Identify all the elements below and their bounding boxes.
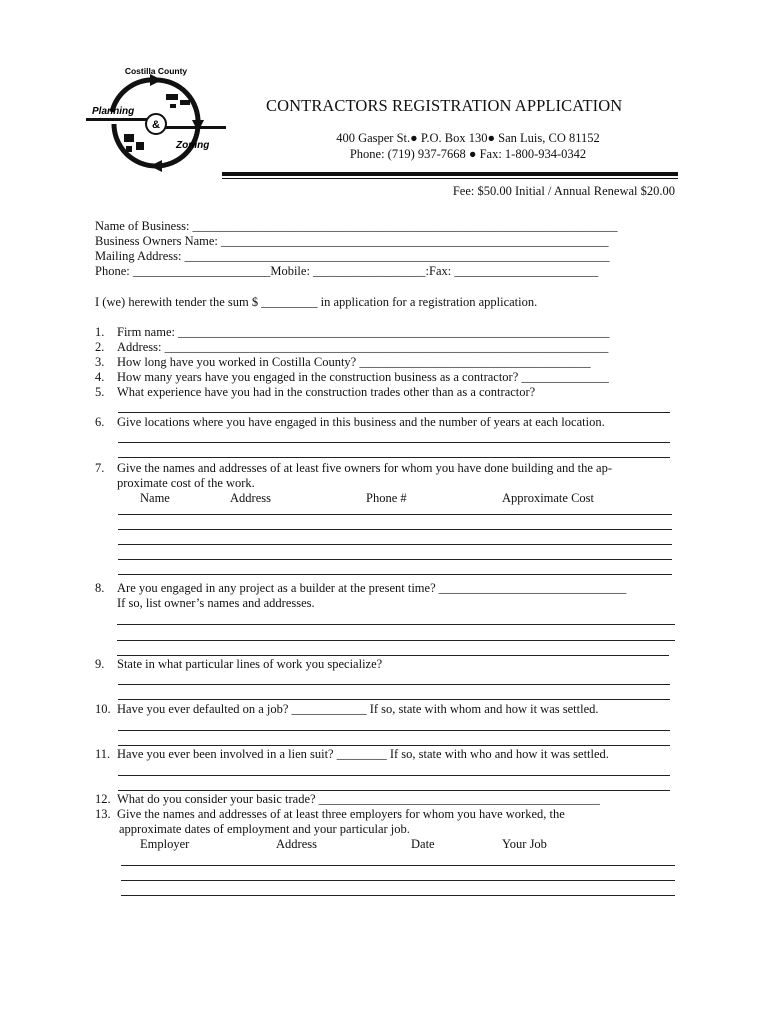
county-logo (80, 62, 230, 182)
answer-line[interactable] (118, 574, 672, 575)
question-text: How long have you worked in Costilla County? _____________________________________ (117, 355, 591, 369)
question-number: 12. (95, 792, 111, 806)
answer-line[interactable] (118, 684, 670, 685)
mailing-address-field[interactable]: Mailing Address: ____________________________________________________________________ (95, 249, 610, 263)
answer-line[interactable] (117, 640, 675, 641)
question-number: 9. (95, 657, 105, 671)
question-1[interactable] (95, 325, 609, 340)
answer-line[interactable] (117, 624, 675, 625)
owners-name-field[interactable]: Business Owners Name: ______________________________________________________________ (95, 234, 609, 248)
answer-line[interactable] (118, 775, 670, 776)
phone-mobile-fax-field[interactable]: Phone: ______________________Mobile: __________________:Fax: _______________________ (95, 264, 599, 278)
question-number: 4. (95, 370, 105, 384)
question-text: Are you engaged in any project as a builder at the present time? ______________________________ (117, 581, 627, 595)
answer-line[interactable] (118, 514, 672, 515)
column-header-address: Address (230, 491, 271, 505)
answer-line[interactable] (118, 412, 670, 413)
column-header-phone: Phone # (366, 491, 407, 505)
question-number: 8. (95, 581, 105, 595)
answer-line[interactable] (117, 655, 669, 656)
question-5 (95, 385, 535, 400)
question-6 (95, 415, 605, 430)
answer-line[interactable] (121, 880, 675, 881)
answer-line[interactable] (118, 529, 672, 530)
answer-line[interactable] (121, 895, 675, 896)
question-number: 6. (95, 415, 105, 429)
business-name-field[interactable]: Name of Business: ____________________________________________________________________ (95, 219, 618, 233)
question-text: Have you ever defaulted on a job? ____________ If so, state with whom and how it was settled. (117, 702, 599, 716)
answer-line[interactable] (118, 745, 670, 746)
question-number: 1. (95, 325, 105, 339)
question-9 (95, 657, 382, 672)
logo-county-text: Costilla County (124, 66, 188, 76)
column-header-date: Date (411, 837, 435, 851)
column-header-employer: Employer (140, 837, 190, 851)
question-13 (95, 807, 565, 822)
answer-line[interactable] (118, 544, 672, 545)
question-number: 10. (95, 702, 111, 716)
question-number: 11. (95, 747, 111, 761)
question-3[interactable] (95, 355, 591, 370)
column-header-name: Name (140, 491, 170, 505)
logo-buildings-icon (124, 134, 144, 152)
question-text: State in what particular lines of work you specialize? (117, 657, 383, 671)
column-header-cost: Approximate Cost (502, 491, 595, 505)
office-phone: Phone: (719) 937-7668 ● Fax: 1-800-934-0342 (349, 147, 587, 161)
answer-line[interactable] (118, 457, 670, 458)
question-number: 2. (95, 340, 105, 354)
question-13-continued: approximate dates of employment and your particular job. (119, 822, 410, 836)
question-7 (95, 461, 612, 476)
question-text: Address: _______________________________________________________________________ (117, 340, 609, 354)
answer-line[interactable] (118, 790, 670, 791)
question-10[interactable] (95, 702, 599, 717)
logo-ampersand: & (152, 119, 160, 131)
question-number: 3. (95, 355, 105, 369)
fee-text: Fee: $50.00 Initial / Annual Renewal $20.00 (452, 184, 675, 198)
answer-line[interactable] (118, 559, 672, 560)
question-4[interactable] (95, 370, 609, 385)
column-header-job: Your Job (502, 837, 547, 851)
question-2[interactable] (95, 340, 608, 355)
column-header-address: Address (276, 837, 317, 851)
question-text: Give locations where you have engaged in this business and the number of years at each location. (117, 415, 605, 429)
question-8[interactable] (95, 581, 626, 596)
header-rule-thick (222, 172, 678, 176)
question-text: Have you ever been involved in a lien suit? ________ If so, state with who and how it was settled. (117, 747, 609, 761)
question-12[interactable] (95, 792, 600, 807)
question-number: 13. (95, 807, 111, 821)
tender-sum-field[interactable]: I (we) herewith tender the sum $ _________ in application for a registration application. (95, 295, 538, 309)
logo-zoning-text: Zoning (176, 140, 210, 151)
question-7-continued: proximate cost of the work. (117, 476, 255, 490)
office-address: 400 Gasper St.● P.O. Box 130● San Luis, CO 81152 (336, 131, 600, 145)
question-text: What experience have you had in the construction trades other than as a contractor? (117, 385, 536, 399)
header-rule-thin (222, 178, 678, 179)
question-number: 5. (95, 385, 105, 399)
question-text: What do you consider your basic trade? _____________________________________________ (117, 792, 600, 806)
answer-line[interactable] (118, 730, 670, 731)
question-text: Give the names and addresses of at least five owners for whom you have done building and the ap- (117, 461, 612, 475)
question-number: 7. (95, 461, 105, 475)
question-11[interactable] (95, 747, 609, 762)
question-text: Firm name: _____________________________________________________________________ (117, 325, 610, 339)
answer-line[interactable] (118, 699, 670, 700)
logo-planning-text: Planning (92, 106, 135, 117)
question-text: Give the names and addresses of at least three employers for whom you have worked, the (117, 807, 565, 821)
question-8-continued: If so, list owner’s names and addresses. (117, 596, 315, 610)
form-title: CONTRACTORS REGISTRATION APPLICATION (266, 96, 623, 115)
answer-line[interactable] (118, 442, 670, 443)
question-text: How many years have you engaged in the construction business as a contractor? ______________ (117, 370, 609, 384)
answer-line[interactable] (121, 865, 675, 866)
